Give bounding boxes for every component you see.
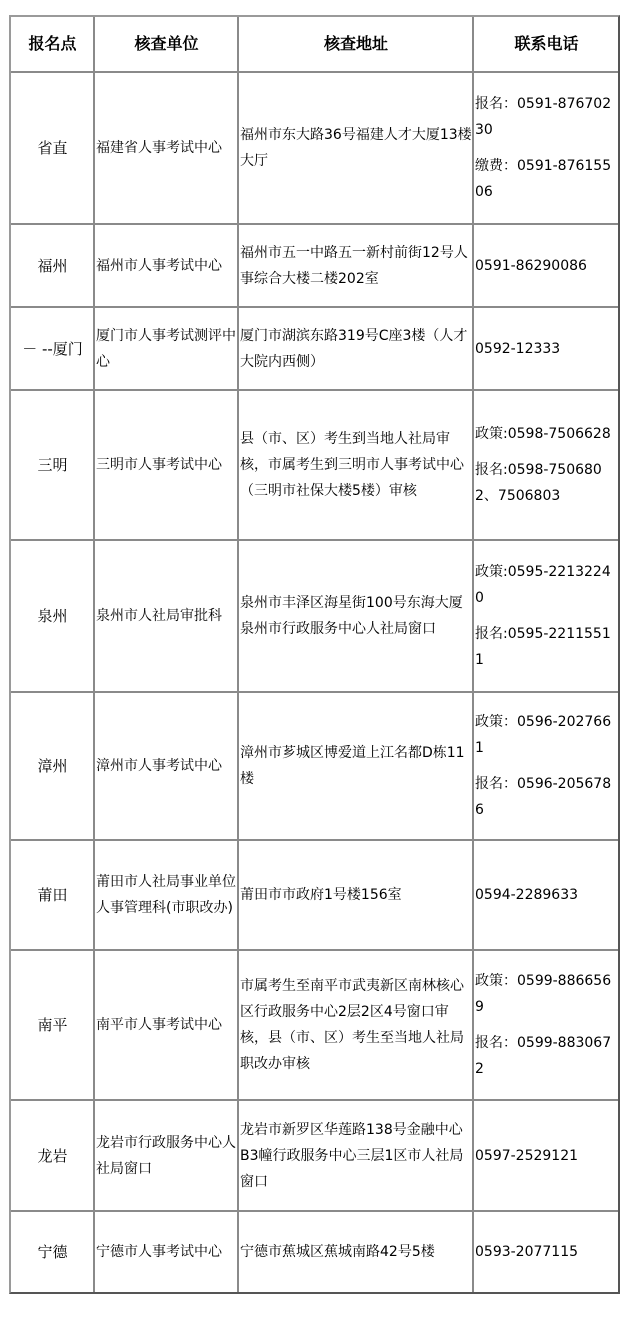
table-row [11, 391, 618, 541]
site-cell: 漳州 [11, 693, 95, 841]
table-row [11, 308, 618, 391]
phone-cell [474, 225, 618, 308]
phone-line: 报名：0596-2056786 [475, 776, 612, 818]
address-cell: 市属考生至南平市武夷新区南林核心区行政服务中心2层2区4号窗口审核，县（市、区）考生至当地人社局职改办审核 [239, 951, 474, 1101]
phone-line: 0597-2529121 [475, 1147, 579, 1164]
header-row [11, 17, 618, 73]
address-cell: 福州市五一中路五一新村前街12号人事综合大楼二楼202室 [239, 225, 474, 308]
phone-cell [474, 308, 618, 391]
phone-line: 报名：0591-87670230 [475, 96, 612, 138]
header-site: 报名点 [11, 17, 95, 73]
unit-cell: 龙岩市行政服务中心人社局窗口 [95, 1101, 239, 1212]
phone-line: 缴费：0591-87615506 [475, 158, 612, 200]
table-row [11, 1212, 618, 1292]
unit-cell: 福州市人事考试中心 [95, 225, 239, 308]
unit-cell: 莆田市人社局事业单位人事管理科(市职改办) [95, 841, 239, 951]
address-cell: 宁德市蕉城区蕉城南路42号5楼 [239, 1212, 474, 1292]
phone-cell [474, 391, 618, 541]
unit-cell: 三明市人事考试中心 [95, 391, 239, 541]
phone-cell [474, 693, 618, 841]
phone-cell [474, 1101, 618, 1212]
phone-line: 报名：0599-8830672 [475, 1035, 612, 1077]
site-cell: 南平 [11, 951, 95, 1101]
site-cell: － --厦门 [11, 308, 95, 391]
table-row [11, 1101, 618, 1212]
unit-cell: 福建省人事考试中心 [95, 73, 239, 225]
address-cell: 县（市、区）考生到当地人社局审核，市属考生到三明市人事考试中心（三明市社保大楼5楼）审核 [239, 391, 474, 541]
phone-line: 0594-2289633 [475, 887, 579, 903]
header-phone: 联系电话 [474, 17, 618, 73]
phone-line: 报名:0595-22115511 [475, 626, 611, 668]
site-cell: 泉州 [11, 541, 95, 693]
phone-cell [474, 541, 618, 693]
phone-line: 政策：0599-8866569 [475, 973, 612, 1015]
site-cell: 龙岩 [11, 1101, 95, 1212]
table-row [11, 841, 618, 951]
phone-cell [474, 1212, 618, 1292]
table-row [11, 225, 618, 308]
phone-line: 报名:0598-7506802、7506803 [475, 462, 602, 504]
unit-cell: 厦门市人事考试测评中心 [95, 308, 239, 391]
site-cell: 莆田 [11, 841, 95, 951]
unit-cell: 宁德市人事考试中心 [95, 1212, 239, 1292]
review-locations-table [9, 15, 620, 1294]
table-row [11, 73, 618, 225]
phone-line: 政策：0596-2027661 [475, 714, 612, 756]
phone-cell [474, 841, 618, 951]
phone-line: 政策:0598-7506628 [475, 426, 611, 442]
phone-line: 0591-86290086 [475, 257, 587, 274]
address-cell: 莆田市市政府1号楼156室 [239, 841, 474, 951]
address-cell: 漳州市芗城区博爱道上江名都D栋11楼 [239, 693, 474, 841]
unit-cell: 漳州市人事考试中心 [95, 693, 239, 841]
header-unit: 核查单位 [95, 17, 239, 73]
unit-cell: 泉州市人社局审批科 [95, 541, 239, 693]
site-cell: 省直 [11, 73, 95, 225]
header-address: 核查地址 [239, 17, 474, 73]
address-cell: 龙岩市新罗区华莲路138号金融中心B3幢行政服务中心三层1区市人社局窗口 [239, 1101, 474, 1212]
table-row [11, 541, 618, 693]
phone-line: 0593-2077115 [475, 1244, 579, 1260]
site-cell: 福州 [11, 225, 95, 308]
address-cell: 泉州市丰泽区海星街100号东海大厦泉州市行政服务中心人社局窗口 [239, 541, 474, 693]
phone-cell [474, 73, 618, 225]
table-row [11, 693, 618, 841]
site-cell: 三明 [11, 391, 95, 541]
address-cell: 福州市东大路36号福建人才大厦13楼大厅 [239, 73, 474, 225]
phone-line: 政策:0595-22132240 [475, 564, 611, 606]
phone-cell [474, 951, 618, 1101]
table-row [11, 951, 618, 1101]
unit-cell: 南平市人事考试中心 [95, 951, 239, 1101]
phone-line: 0592-12333 [475, 340, 561, 357]
address-cell: 厦门市湖滨东路319号C座3楼（人才大院内西侧） [239, 308, 474, 391]
site-cell: 宁德 [11, 1212, 95, 1292]
